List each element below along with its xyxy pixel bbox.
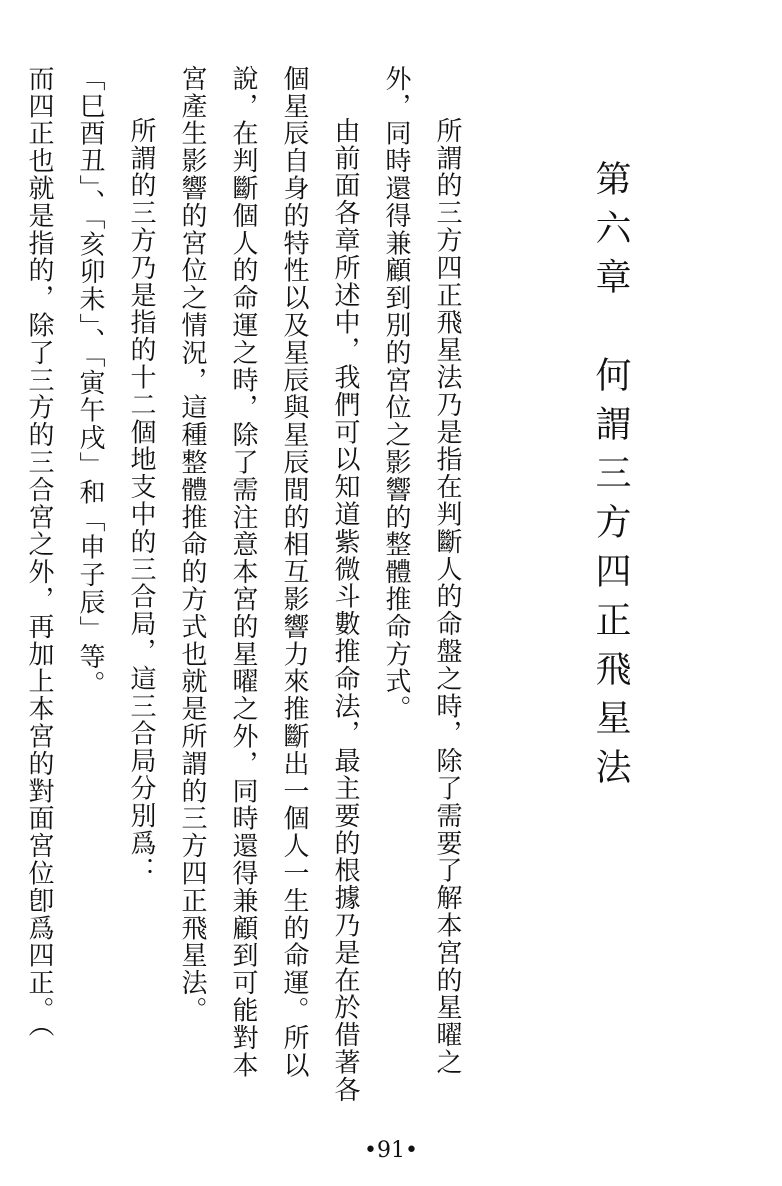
- chapter-title: 第六章 何謂三方四正飛星法: [590, 160, 631, 797]
- paragraph-2: 由前面各章所述中，我們可以知道紫微斗數推命法，最主要的根據乃是在於借著各個星辰自身的特性以及星辰與星辰間的相互影響力來推斷出一個人一生的命運。所以說，在判斷個人的命運之時，除了需注意本宮的星曜之外，同時還得兼顧到可能對本宮產生影響的宮位之情況，這種整體推命的方式也就是所謂的三方四正飛星法。: [177, 65, 360, 1104]
- paragraph-3: 所謂的三方乃是指的十二個地支中的三合局，這三合局分別爲：: [126, 117, 156, 885]
- body-text: [13, 65, 472, 1105]
- paragraph-4: 「巳酉丑」、「亥卯未」、「寅午戌」和「申子辰」等。: [75, 65, 105, 698]
- paragraph-1: 所謂的三方四正飛星法乃是指在判斷人的命盤之時，除了需要了解本宮的星曜之外，同時還得兼顧到別的宮位之影響的整體推命方式。: [381, 65, 462, 1076]
- page-number: •91•: [364, 1138, 418, 1163]
- paragraph-5: 而四正也就是指的，除了三方的三合宮之外，再加上本宮的對面宮位卽爲四正。（: [24, 65, 54, 1039]
